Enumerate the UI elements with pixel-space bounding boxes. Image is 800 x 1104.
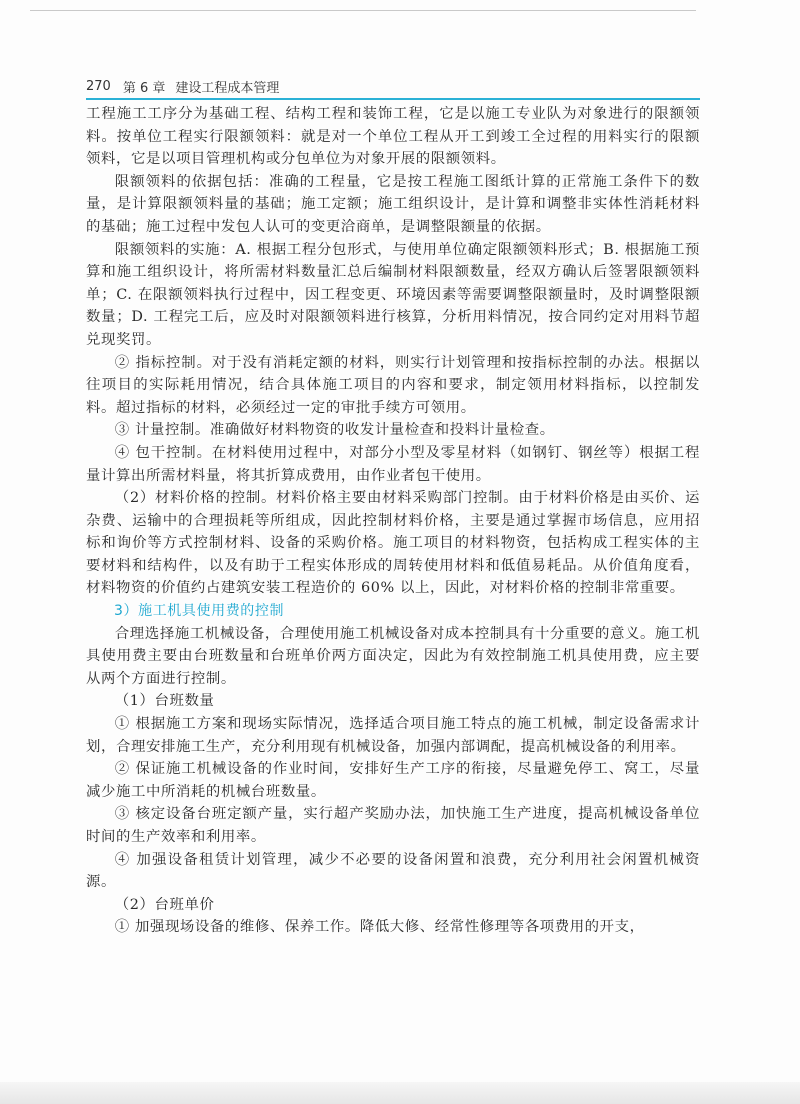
paragraph: ④ 加强设备租赁计划管理，减少不必要的设备闲置和浪费，充分利用社会闲置机械资源。 — [86, 851, 700, 891]
paragraph: 合理选择施工机械设备，合理使用施工机械设备对成本控制具有十分重要的意义。施工机具使用费主要由台班数量和台班单价两方面决定，因此为有效控制施工机具使用费，应主要从两个方面进行控制。 — [86, 625, 700, 687]
scan-top-line — [30, 10, 696, 11]
body-text — [86, 103, 700, 939]
paragraph: （2）材料价格的控制。材料价格主要由材料采购部门控制。由于材料价格是由买价、运杂费、运输中的合理损耗等所组成，因此控制材料价格，主要是通过掌握市场信息，应用招标和询价等方式控制材料、设备的采购价格。施工项目的材料物资，包括构成工程实体的主要材料和结构件，以及有助于工程实体形成的周转使用材料和低值易耗品。从价值角度看，材料物资的价值约占建筑安装工程造价的 60% 以上，因此，对材料价格的控制非常重要。 — [86, 490, 700, 597]
paragraph: ② 保证施工机械设备的作业时间，安排好生产工序的衔接，尽量避免停工、窝工，尽量减少施工中所消耗的机械台班数量。 — [86, 761, 700, 800]
paragraph: （2）台班单价 — [114, 896, 215, 913]
paragraph: 工程施工工序分为基础工程、结构工程和装饰工程，它是以施工专业队为对象进行的限额领料。按单位工程实行限额领料：就是对一个单位工程从开工到竣工全过程的用料实行的限额领料，它是以项目管理机构或分包单位为对象开展的限额领料。 — [86, 106, 700, 168]
paragraph: ② 指标控制。对于没有消耗定额的材料，则实行计划管理和按指标控制的办法。根据以往项目的实际耗用情况，结合具体施工项目的内容和要求，制定领用材料指标，以控制发料。超过指标的材料，必须经过一定的审批手续方可领用。 — [86, 354, 700, 416]
header-divider — [86, 98, 700, 100]
paragraph: 限额领料的依据包括：准确的工程量，它是按工程施工图纸计算的正常施工条件下的数量，是计算限额领料量的基础；施工定额；施工组织设计，是计算和调整非实体性消耗材料的基础；施工过程中发包人认可的变更洽商单，是调整限额量的依据。 — [86, 173, 700, 235]
paragraph: 限额领料的实施：A. 根据工程分包形式，与使用单位确定限额领料形式；B. 根据施工预算和施工组织设计，将所需材料数量汇总后编制材料限额数量，经双方确认后签署限额领料单；C. 在限额领料执行过程中，因工程变更、环境因素等需要调整限额量时，及时调整限额数量；D. 工程完工后，应及时对限额领料进行核算，分析用料情况，按合同约定对用料节超兑现奖罚。 — [86, 241, 700, 348]
paragraph: ④ 包干控制。在材料使用过程中，对部分小型及零星材料（如钢钉、钢丝等）根据工程量计算出所需材料量，将其折算成费用，由作业者包干使用。 — [86, 444, 700, 484]
paragraph: ③ 核定设备台班定额产量，实行超产奖励办法，加快施工生产进度，提高机械设备单位时间的生产效率和利用率。 — [86, 806, 700, 845]
paragraph: ① 加强现场设备的维修、保养工作。降低大修、经常性修理等各项费用的开支， — [114, 919, 645, 936]
chapter-title: 建设工程成本管理 — [175, 80, 280, 96]
paragraph: （1）台班数量 — [114, 693, 215, 710]
page-number: 270 — [86, 78, 111, 94]
chapter-label: 第 6 章 — [122, 80, 166, 96]
scan-bottom-edge — [0, 1082, 800, 1104]
paragraph: ① 根据施工方案和现场实际情况，选择适合项目施工特点的施工机械，制定设备需求计划，合理安排施工生产，充分利用现有机械设备，加强内部调配，提高机械设备的利用率。 — [86, 716, 700, 755]
paragraph: ③ 计量控制。准确做好材料物资的收发计量检查和投料计量检查。 — [114, 422, 555, 439]
running-header — [86, 74, 700, 98]
section-heading: 3）施工机具使用费的控制 — [114, 603, 285, 620]
